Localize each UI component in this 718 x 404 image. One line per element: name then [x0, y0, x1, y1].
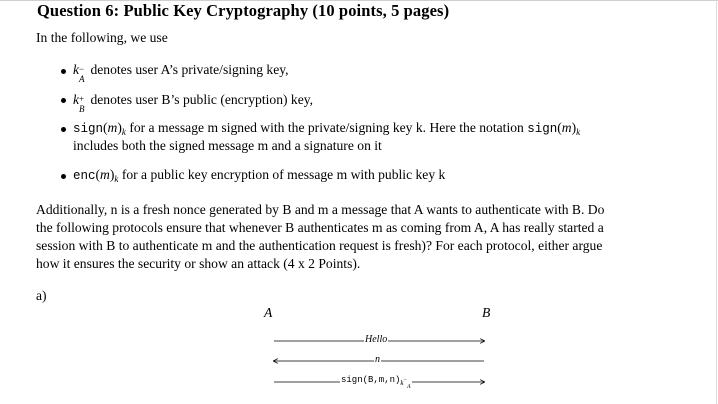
- message-3-text: sign(B,m,n): [341, 375, 401, 385]
- sign-keyword: sign: [73, 122, 104, 136]
- bullet-3-line1: $sign(m)_k$ for a message m signed with the private/signing key k. Here the notation $sign(m)_k$: [73, 120, 581, 137]
- bullet-1-text: denotes user A’s private/signing key,: [90, 62, 289, 77]
- additional-line-3: session with B to authenticate m and the authentication request is fresh)? For each protocol, either argue: [36, 238, 603, 253]
- additional-line-4: how it ensures the security or show an attack (4 x 2 Points).: [36, 256, 361, 271]
- message-2-label: n: [375, 354, 380, 365]
- message-1-label: Hello: [365, 334, 388, 345]
- additional-line-2: the following protocols ensure that whenever B authenticates m as coming from A, A has really started a: [36, 220, 604, 235]
- sign-keyword-2: sign: [527, 122, 558, 136]
- intro-text: In the following, we use: [36, 30, 168, 45]
- message-3-label: $sign(B,m,n)_k-_A$: [341, 375, 411, 390]
- party-b-label: B: [482, 305, 491, 320]
- bullet-3-text: for a message m signed with the private/signing key k. Here the notation: [129, 120, 524, 135]
- party-a-label: A: [264, 305, 273, 320]
- question-title: Question 6: Public Key Cryptography (10 points, 5 pages): [37, 1, 450, 20]
- bullet-1: k − A denotes user A’s private/signing key,: [73, 62, 289, 84]
- enc-keyword: enc: [73, 169, 96, 183]
- bullet-2-text: denotes user B’s public (encryption) key,: [90, 92, 314, 107]
- bullet-4: $enc(m)_k$ for a public key encryption of message m with public key k: [73, 167, 446, 184]
- part-a-label: a): [36, 288, 47, 303]
- bullet-2: k + B denotes user B’s public (encryption) key,: [73, 92, 314, 114]
- bullet-4-text: for a public key encryption of message m with public key k: [121, 167, 446, 182]
- additional-line-1: Additionally, n is a fresh nonce generated by B and m a message that A wants to authenticate with B. Do: [36, 202, 605, 217]
- bullet-3-line2: includes both the signed message m and a signature on it: [73, 138, 382, 153]
